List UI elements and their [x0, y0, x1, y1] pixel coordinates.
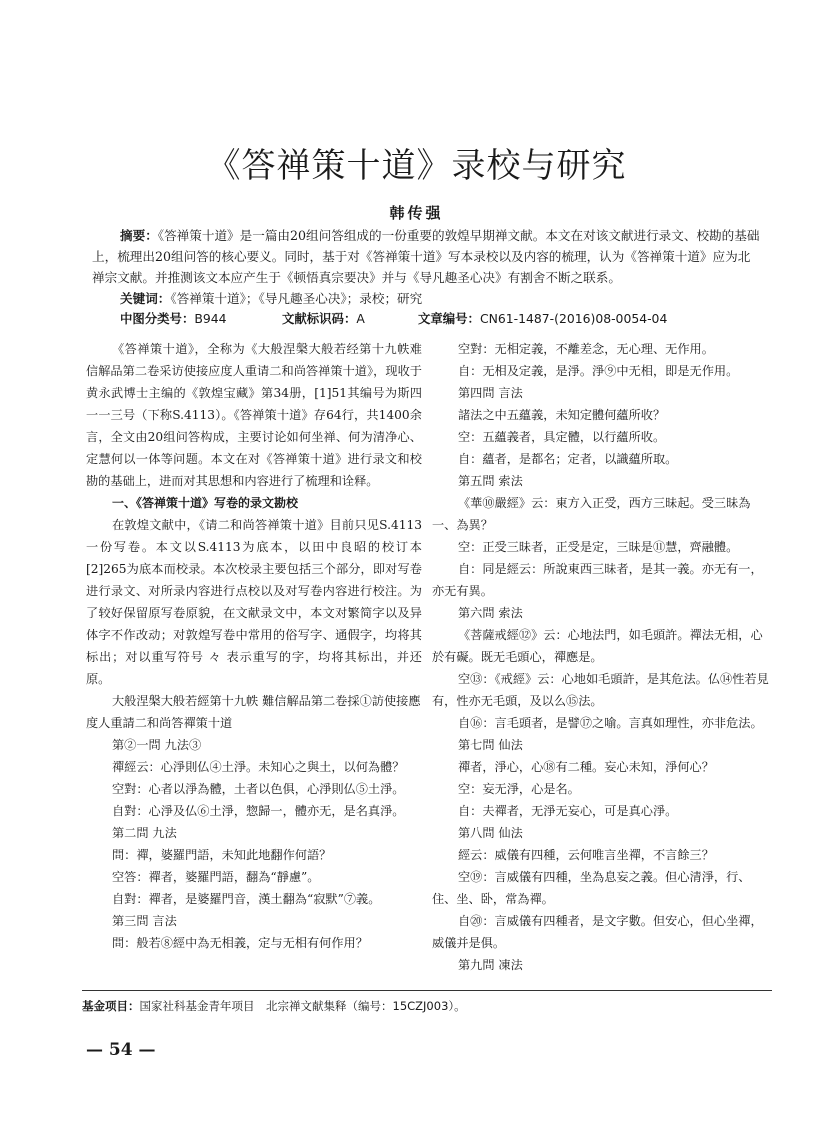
transcript-line: 問：禪，婆羅門語，未知此地翻作何語？ — [112, 848, 332, 862]
question-heading: 第三問 言法 — [112, 914, 177, 928]
transcript-line: 經云：威儀有四種，云何唯言坐禪，不言餘三？ — [458, 848, 714, 862]
transcript-line: 自對：心淨及仏⑥土淨，惣歸一，體亦无，是名真淨。 — [112, 804, 405, 818]
transcript-line: 問：般若⑧經中為无相義，定与无相有何作用？ — [112, 936, 368, 950]
transcript-line: 《菩薩戒經⑫》云：心地法門，如毛頭許。禪法无相，心於有礙。既无毛頭心，禪應是。 — [432, 628, 763, 664]
article-label: 文章编号： — [418, 311, 480, 326]
article-number — [418, 309, 667, 327]
keywords-text: 《答禅策十道》；《导凡趣圣心决》；录校；研究 — [170, 291, 423, 306]
doc-label: 文献标识码： — [282, 311, 357, 326]
transcript-line: 空⑲：言威儀有四種，坐為息妄之義。但心清淨，行、住、坐、卧，常為禪。 — [432, 870, 751, 906]
footnote-text: 国家社科基金青年项目 北宗禅文献集释（编号：15CZJ003）。 — [139, 999, 466, 1013]
footnote-funding — [82, 990, 772, 1014]
page-number: — 54 — — [86, 1040, 156, 1060]
keywords-label: 关键词： — [120, 291, 171, 306]
question-heading: 第四問 言法 — [458, 386, 523, 400]
clc-value: B944 — [194, 311, 227, 326]
question-heading: 第二問 九法 — [112, 826, 177, 840]
question-heading: 第六問 索法 — [458, 606, 523, 620]
transcript-line: 空對：无相定義，不離差念，无心理、无作用。 — [458, 342, 714, 356]
transcript-line: 空：正受三昧者，正受是定，三昧是⑪慧，齊融體。 — [458, 540, 739, 554]
keywords-line — [92, 288, 760, 309]
abstract-paragraph — [92, 225, 760, 288]
question-heading: 第五問 索法 — [458, 474, 523, 488]
intro-paragraph: 《答禅策十道》，全称为《大般涅槃大般若经第十九帙难信解品第二卷采访使接应度人重请二和尚答禅策十道》，现收于黄永武博士主编的《敦煌宝藏》第34册，[1]51其编号为斯四一一三号（下称S.4113）。《答禅策十道》存64行，共1400余言，全文由20组问答构成，主要讨论如何坐禅、何为清净心、定慧何以一体等问题。本文在对《答禅策十道》进行录文和校勘的基础上，进而对其思想和内容进行了梳理和诠释。 — [86, 342, 422, 488]
left-column — [86, 338, 422, 954]
transcript-line: 空：五蘊義者，具定體，以行蘊所收。 — [458, 430, 666, 444]
transcript-line: 自⑳：言威儀有四種者，是文字數。但安心，但心坐禪，威儀并是俱。 — [432, 914, 763, 950]
abstract-text: 《答禅策十道》是一篇由20组问答组成的一份重要的敦煌早期禅文献。本文在对该文献进行录文、校勘的基础上，梳理出20组问答的核心要义。同时，基于对《答禅策十道》写本录校以及内容的梳理，认为《答禅策十道》应为北禅宗文献。并推测该文本应产生于《顿悟真宗要决》并与《导凡趣圣心决》有割舍不断之联系。 — [92, 228, 760, 285]
abstract-block — [92, 225, 760, 309]
article-value: CN61-1487-(2016)08-0054-04 — [479, 311, 668, 326]
transcript-line: 禪者，淨心，心⑱有二種。妄心未知，淨何心？ — [458, 760, 714, 774]
clc-number — [120, 309, 227, 327]
transcript-line: 自：蘊者，是都名；定者，以識蘊所取。 — [458, 452, 678, 466]
transcript-line: 禪經云：心淨則仏④土淨。未知心之與土，以何為體？ — [112, 760, 405, 774]
right-column — [432, 338, 772, 976]
author-name: 韩传强 — [389, 204, 444, 222]
body-paragraph: 在敦煌文献中，《请二和尚答禅策十道》目前只见S.4113一份写卷。本文以S.4113为底本，以田中良昭的校订本[2]265为底本而校录。本次校录主要包括三个部分，即对写卷进行录文、对所录内容进行点校以及对写卷内容进行校注。为了较好保留原写卷原貌，在文献录文中，本文对繁简字以及异体字不作改动；对敦煌写卷中常用的俗写字、通假字，均将其标出；对以重写符号 々 表示重写的字，均将其标出，并还原。 — [86, 518, 422, 686]
question-heading: 第七問 仙法 — [458, 738, 523, 752]
transcript-line: 空⑬：《戒經》云：心地如毛頭許，是其危法。仏⑭性若見有，性亦无毛頭，及以么⑮法。 — [432, 672, 769, 708]
doc-value: A — [356, 311, 365, 326]
footnote-label: 基金项目： — [82, 999, 140, 1013]
transcript-line: 自：夫禪者，无淨无妄心，可是真心淨。 — [458, 804, 678, 818]
transcript-line: 《華⑩嚴經》云：東方入正受，西方三昧起。受三昧為一、為異？ — [432, 496, 751, 532]
transcript-line: 諸法之中五蘊義，未知定體何蘊所收？ — [458, 408, 666, 422]
transcript-line: 自對：禪者，是婆羅門音，漢土翻為“寂默”⑦義。 — [112, 892, 381, 906]
transcript-line: 自：无相及定義，是淨。淨⑨中无相，即是无作用。 — [458, 364, 739, 378]
question-heading: 第②一問 九法③ — [112, 738, 202, 752]
transcript-line: 大般涅槃大般若經第十九帙 難信解品第二卷採①訪使接應度人重請二和尚答禪策十道 — [86, 694, 421, 730]
transcript-line: 空：妄无淨，心是名。 — [458, 782, 580, 796]
transcript-line: 空對：心者以淨為體，土者以色俱，心淨則仏⑤土淨。 — [112, 782, 405, 796]
doc-code — [282, 309, 365, 327]
section-heading: 一、《答禅策十道》写卷的录文勘校 — [112, 496, 299, 510]
question-heading: 第八問 仙法 — [458, 826, 523, 840]
transcript-line: 自⑯：言毛頭者，是譬⑰之喻。言真如理性，亦非危法。 — [458, 716, 763, 730]
paper-title: 《答禅策十道》录校与研究 — [206, 146, 627, 186]
transcript-line: 自：同是經云：所說東西三昧者，是其一義。亦无有一，亦无有異。 — [432, 562, 763, 598]
question-heading: 第九問 凍法 — [458, 958, 523, 972]
abstract-label: 摘要： — [120, 228, 158, 243]
transcript-line: 空答：禪者，婆羅門語，翻為“靜慮”。 — [112, 870, 320, 884]
clc-label: 中图分类号： — [120, 311, 195, 326]
